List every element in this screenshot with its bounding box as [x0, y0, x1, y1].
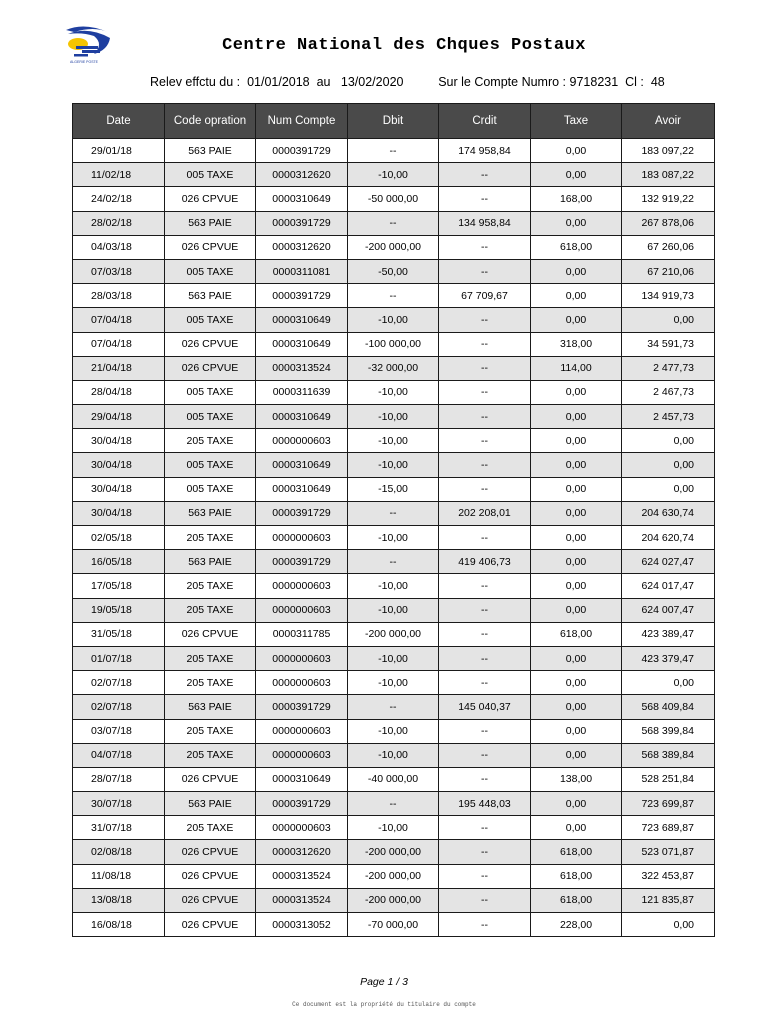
cell-debit: -15,00 — [348, 477, 439, 501]
cell-date: 19/05/18 — [73, 598, 165, 622]
cell-debit: -50 000,00 — [348, 187, 439, 211]
cell-debit: -- — [348, 792, 439, 816]
cell-date: 01/07/18 — [73, 646, 165, 670]
cell-credit: 174 958,84 — [439, 139, 531, 163]
table-row — [73, 380, 715, 404]
cell-debit: -200 000,00 — [348, 864, 439, 888]
cell-code: 563 PAIE — [165, 139, 256, 163]
cell-tax: 618,00 — [531, 888, 622, 912]
cell-date: 24/02/18 — [73, 187, 165, 211]
cell-tax: 0,00 — [531, 792, 622, 816]
cell-code: 205 TAXE — [165, 526, 256, 550]
table-row — [73, 743, 715, 767]
table-row — [73, 840, 715, 864]
cell-balance: 568 409,84 — [622, 695, 715, 719]
key-value: 48 — [650, 75, 665, 89]
cell-date: 16/08/18 — [73, 913, 165, 937]
cell-date: 13/08/18 — [73, 888, 165, 912]
cell-date: 30/04/18 — [73, 477, 165, 501]
cell-credit: -- — [439, 719, 531, 743]
cell-tax: 0,00 — [531, 550, 622, 574]
cell-tax: 0,00 — [531, 526, 622, 550]
cell-tax: 0,00 — [531, 139, 622, 163]
cell-tax: 618,00 — [531, 840, 622, 864]
cell-balance: 183 097,22 — [622, 139, 715, 163]
cell-debit: -- — [348, 211, 439, 235]
cell-balance: 568 399,84 — [622, 719, 715, 743]
cell-credit: -- — [439, 235, 531, 259]
cell-credit: -- — [439, 526, 531, 550]
cell-debit: -- — [348, 550, 439, 574]
col-header-code: Code opration — [165, 104, 256, 139]
cell-balance: 2 467,73 — [622, 380, 715, 404]
cell-tax: 168,00 — [531, 187, 622, 211]
cell-balance: 121 835,87 — [622, 888, 715, 912]
cell-credit: -- — [439, 646, 531, 670]
table-row — [73, 501, 715, 525]
cell-debit: -10,00 — [348, 308, 439, 332]
cell-date: 30/04/18 — [73, 501, 165, 525]
cell-credit: -- — [439, 356, 531, 380]
cell-account: 0000313524 — [256, 356, 348, 380]
cell-code: 005 TAXE — [165, 453, 256, 477]
cell-tax: 0,00 — [531, 308, 622, 332]
cell-date: 31/05/18 — [73, 622, 165, 646]
cell-balance: 0,00 — [622, 913, 715, 937]
table-row — [73, 526, 715, 550]
table-row — [73, 259, 715, 283]
cell-debit: -200 000,00 — [348, 840, 439, 864]
cell-debit: -40 000,00 — [348, 767, 439, 791]
cell-debit: -- — [348, 284, 439, 308]
table-row — [73, 550, 715, 574]
cell-balance: 624 007,47 — [622, 598, 715, 622]
table-row — [73, 139, 715, 163]
cell-tax: 0,00 — [531, 284, 622, 308]
cell-credit: -- — [439, 308, 531, 332]
cell-code: 205 TAXE — [165, 598, 256, 622]
cell-date: 07/04/18 — [73, 308, 165, 332]
cell-account: 0000310649 — [256, 767, 348, 791]
table-body — [73, 139, 715, 937]
cell-balance: 0,00 — [622, 453, 715, 477]
cell-date: 30/04/18 — [73, 429, 165, 453]
cell-tax: 0,00 — [531, 816, 622, 840]
page-number: Page 1 / 3 — [360, 976, 408, 988]
date-to: 13/02/2020 — [340, 75, 404, 89]
cell-code: 205 TAXE — [165, 719, 256, 743]
cell-code: 005 TAXE — [165, 308, 256, 332]
cell-debit: -10,00 — [348, 380, 439, 404]
document-title: Centre National des Chques Postaux — [222, 36, 586, 55]
cell-balance: 204 620,74 — [622, 526, 715, 550]
cell-code: 563 PAIE — [165, 792, 256, 816]
cell-credit: -- — [439, 259, 531, 283]
cell-code: 005 TAXE — [165, 477, 256, 501]
cell-account: 0000000603 — [256, 671, 348, 695]
cell-date: 04/07/18 — [73, 743, 165, 767]
cell-code: 026 CPVUE — [165, 913, 256, 937]
cell-debit: -32 000,00 — [348, 356, 439, 380]
date-from: 01/01/2018 — [247, 75, 310, 89]
cell-debit: -- — [348, 501, 439, 525]
cell-tax: 0,00 — [531, 598, 622, 622]
cell-credit: -- — [439, 767, 531, 791]
cell-debit: -10,00 — [348, 816, 439, 840]
cell-tax: 0,00 — [531, 671, 622, 695]
cell-code: 026 CPVUE — [165, 888, 256, 912]
cell-tax: 0,00 — [531, 380, 622, 404]
table-row — [73, 332, 715, 356]
cell-tax: 0,00 — [531, 429, 622, 453]
cell-code: 005 TAXE — [165, 380, 256, 404]
cell-code: 026 CPVUE — [165, 356, 256, 380]
col-header-balance: Avoir — [622, 104, 715, 139]
cell-account: 0000391729 — [256, 550, 348, 574]
cell-tax: 114,00 — [531, 356, 622, 380]
date-separator: au — [316, 75, 331, 89]
cell-account: 0000310649 — [256, 332, 348, 356]
table-row — [73, 477, 715, 501]
cell-code: 563 PAIE — [165, 284, 256, 308]
cell-credit: -- — [439, 574, 531, 598]
cell-code: 563 PAIE — [165, 695, 256, 719]
table-row — [73, 816, 715, 840]
cell-credit: -- — [439, 913, 531, 937]
cell-credit: -- — [439, 163, 531, 187]
cell-account: 0000391729 — [256, 695, 348, 719]
cell-date: 16/05/18 — [73, 550, 165, 574]
cell-date: 02/05/18 — [73, 526, 165, 550]
cell-balance: 204 630,74 — [622, 501, 715, 525]
cell-credit: -- — [439, 332, 531, 356]
cell-balance: 624 027,47 — [622, 550, 715, 574]
table-row — [73, 284, 715, 308]
cell-balance: 267 878,06 — [622, 211, 715, 235]
cell-credit: 202 208,01 — [439, 501, 531, 525]
cell-credit: -- — [439, 888, 531, 912]
cell-balance: 183 087,22 — [622, 163, 715, 187]
cell-date: 30/07/18 — [73, 792, 165, 816]
cell-account: 0000000603 — [256, 743, 348, 767]
cell-tax: 0,00 — [531, 501, 622, 525]
cell-credit: -- — [439, 743, 531, 767]
table-row — [73, 695, 715, 719]
cell-date: 02/07/18 — [73, 671, 165, 695]
cell-account: 0000391729 — [256, 501, 348, 525]
cell-code: 026 CPVUE — [165, 840, 256, 864]
cell-balance: 0,00 — [622, 429, 715, 453]
cell-debit: -10,00 — [348, 429, 439, 453]
cell-debit: -50,00 — [348, 259, 439, 283]
cell-account: 0000000603 — [256, 598, 348, 622]
table-row — [73, 211, 715, 235]
cell-tax: 0,00 — [531, 743, 622, 767]
table-row — [73, 767, 715, 791]
account-number: 9718231 — [569, 75, 619, 89]
cell-debit: -200 000,00 — [348, 622, 439, 646]
col-header-credit: Crdit — [439, 104, 531, 139]
cell-account: 0000310649 — [256, 308, 348, 332]
cell-account: 0000391729 — [256, 211, 348, 235]
cell-date: 28/07/18 — [73, 767, 165, 791]
cell-debit: -100 000,00 — [348, 332, 439, 356]
cell-account: 0000391729 — [256, 792, 348, 816]
cell-credit: -- — [439, 864, 531, 888]
cell-debit: -10,00 — [348, 671, 439, 695]
cell-credit: -- — [439, 429, 531, 453]
cell-code: 563 PAIE — [165, 550, 256, 574]
table-row — [73, 163, 715, 187]
cell-debit: -200 000,00 — [348, 888, 439, 912]
cell-balance: 2 457,73 — [622, 405, 715, 429]
cell-tax: 618,00 — [531, 622, 622, 646]
cell-credit: -- — [439, 671, 531, 695]
table-row — [73, 719, 715, 743]
cell-tax: 618,00 — [531, 864, 622, 888]
cell-debit: -10,00 — [348, 598, 439, 622]
cell-account: 0000000603 — [256, 646, 348, 670]
cell-debit: -10,00 — [348, 646, 439, 670]
table-row — [73, 671, 715, 695]
table-header-row — [73, 104, 715, 139]
cell-balance: 134 919,73 — [622, 284, 715, 308]
cell-code: 205 TAXE — [165, 574, 256, 598]
cell-account: 0000312620 — [256, 840, 348, 864]
cell-tax: 618,00 — [531, 235, 622, 259]
table-row — [73, 646, 715, 670]
cell-debit: -10,00 — [348, 526, 439, 550]
cell-code: 026 CPVUE — [165, 332, 256, 356]
cell-balance: 723 699,87 — [622, 792, 715, 816]
cell-code: 026 CPVUE — [165, 767, 256, 791]
cell-account: 0000310649 — [256, 187, 348, 211]
cell-account: 0000000603 — [256, 816, 348, 840]
cell-balance: 0,00 — [622, 477, 715, 501]
period-label: Relev effctu du : — [150, 75, 241, 89]
cell-account: 0000391729 — [256, 139, 348, 163]
cell-date: 07/03/18 — [73, 259, 165, 283]
cell-credit: -- — [439, 598, 531, 622]
account-label: Sur le Compte Numro : — [438, 75, 567, 89]
table-row — [73, 792, 715, 816]
cell-account: 0000311081 — [256, 259, 348, 283]
cell-credit: -- — [439, 453, 531, 477]
cell-credit: 67 709,67 — [439, 284, 531, 308]
cell-balance: 568 389,84 — [622, 743, 715, 767]
col-header-tax: Taxe — [531, 104, 622, 139]
cell-date: 28/02/18 — [73, 211, 165, 235]
cell-tax: 0,00 — [531, 477, 622, 501]
cell-debit: -10,00 — [348, 453, 439, 477]
cell-tax: 228,00 — [531, 913, 622, 937]
transactions-table — [72, 103, 715, 937]
cell-code: 005 TAXE — [165, 405, 256, 429]
cell-account: 0000000603 — [256, 429, 348, 453]
cell-code: 026 CPVUE — [165, 864, 256, 888]
cell-debit: -200 000,00 — [348, 235, 439, 259]
table-row — [73, 913, 715, 937]
cell-date: 11/08/18 — [73, 864, 165, 888]
table-row — [73, 888, 715, 912]
cell-tax: 0,00 — [531, 719, 622, 743]
cell-balance: 67 210,06 — [622, 259, 715, 283]
ownership-note: Ce document est la propriété du titulaire du compte — [292, 1001, 476, 1008]
cell-date: 07/04/18 — [73, 332, 165, 356]
table-row — [73, 235, 715, 259]
cell-code: 205 TAXE — [165, 671, 256, 695]
cell-code: 005 TAXE — [165, 163, 256, 187]
cell-date: 03/07/18 — [73, 719, 165, 743]
cell-balance: 0,00 — [622, 671, 715, 695]
cell-date: 17/05/18 — [73, 574, 165, 598]
cell-credit: -- — [439, 816, 531, 840]
cell-balance: 132 919,22 — [622, 187, 715, 211]
cell-debit: -- — [348, 139, 439, 163]
svg-text:ALGERIE POSTE: ALGERIE POSTE — [70, 60, 99, 64]
table-row — [73, 405, 715, 429]
cell-code: 205 TAXE — [165, 743, 256, 767]
cell-debit: -10,00 — [348, 405, 439, 429]
cell-credit: -- — [439, 477, 531, 501]
cell-credit: 195 448,03 — [439, 792, 531, 816]
cell-balance: 624 017,47 — [622, 574, 715, 598]
cell-credit: -- — [439, 187, 531, 211]
table-row — [73, 308, 715, 332]
cell-balance: 523 071,87 — [622, 840, 715, 864]
cell-account: 0000312620 — [256, 163, 348, 187]
cell-debit: -- — [348, 695, 439, 719]
key-label: Cl : — [625, 75, 644, 89]
col-header-debit: Dbit — [348, 104, 439, 139]
cell-tax: 0,00 — [531, 259, 622, 283]
cell-tax: 0,00 — [531, 695, 622, 719]
cell-balance: 423 379,47 — [622, 646, 715, 670]
cell-account: 0000311639 — [256, 380, 348, 404]
cell-code: 026 CPVUE — [165, 622, 256, 646]
cell-credit: -- — [439, 380, 531, 404]
cell-date: 31/07/18 — [73, 816, 165, 840]
cell-code: 205 TAXE — [165, 816, 256, 840]
cell-code: 205 TAXE — [165, 429, 256, 453]
cell-credit: -- — [439, 622, 531, 646]
cell-date: 11/02/18 — [73, 163, 165, 187]
cell-code: 005 TAXE — [165, 259, 256, 283]
cell-date: 04/03/18 — [73, 235, 165, 259]
cell-credit: -- — [439, 840, 531, 864]
cell-account: 0000313524 — [256, 864, 348, 888]
cell-account: 0000312620 — [256, 235, 348, 259]
table-row — [73, 864, 715, 888]
cell-account: 0000000603 — [256, 526, 348, 550]
cell-account: 0000000603 — [256, 719, 348, 743]
cell-debit: -70 000,00 — [348, 913, 439, 937]
cell-debit: -10,00 — [348, 719, 439, 743]
table-row — [73, 356, 715, 380]
cell-account: 0000310649 — [256, 477, 348, 501]
cell-credit: 145 040,37 — [439, 695, 531, 719]
col-header-date: Date — [73, 104, 165, 139]
cell-code: 563 PAIE — [165, 501, 256, 525]
cell-account: 0000310649 — [256, 405, 348, 429]
cell-balance: 34 591,73 — [622, 332, 715, 356]
cell-debit: -10,00 — [348, 743, 439, 767]
table-row — [73, 187, 715, 211]
col-header-account: Num Compte — [256, 104, 348, 139]
cell-code: 563 PAIE — [165, 211, 256, 235]
cell-account: 0000310649 — [256, 453, 348, 477]
cell-tax: 0,00 — [531, 574, 622, 598]
cell-tax: 0,00 — [531, 405, 622, 429]
cell-balance: 528 251,84 — [622, 767, 715, 791]
cell-date: 21/04/18 — [73, 356, 165, 380]
cell-date: 28/04/18 — [73, 380, 165, 404]
cell-code: 026 CPVUE — [165, 187, 256, 211]
table-row — [73, 598, 715, 622]
cell-credit: -- — [439, 405, 531, 429]
cell-balance: 723 689,87 — [622, 816, 715, 840]
cell-date: 02/07/18 — [73, 695, 165, 719]
table-row — [73, 622, 715, 646]
cell-account: 0000000603 — [256, 574, 348, 598]
cell-account: 0000313052 — [256, 913, 348, 937]
cell-date: 02/08/18 — [73, 840, 165, 864]
cell-balance: 2 477,73 — [622, 356, 715, 380]
cell-account: 0000311785 — [256, 622, 348, 646]
table-row — [73, 453, 715, 477]
table-row — [73, 429, 715, 453]
cell-tax: 318,00 — [531, 332, 622, 356]
cell-tax: 0,00 — [531, 646, 622, 670]
statement-period — [150, 75, 665, 89]
cell-account: 0000313524 — [256, 888, 348, 912]
cell-tax: 138,00 — [531, 767, 622, 791]
cell-balance: 322 453,87 — [622, 864, 715, 888]
cell-tax: 0,00 — [531, 163, 622, 187]
cell-code: 026 CPVUE — [165, 235, 256, 259]
cell-code: 205 TAXE — [165, 646, 256, 670]
cell-balance: 67 260,06 — [622, 235, 715, 259]
cell-credit: 419 406,73 — [439, 550, 531, 574]
cell-date: 29/04/18 — [73, 405, 165, 429]
cell-debit: -10,00 — [348, 163, 439, 187]
cell-tax: 0,00 — [531, 453, 622, 477]
cell-date: 30/04/18 — [73, 453, 165, 477]
table-row — [73, 574, 715, 598]
cell-debit: -10,00 — [348, 574, 439, 598]
cell-date: 29/01/18 — [73, 139, 165, 163]
cell-tax: 0,00 — [531, 211, 622, 235]
cell-credit: 134 958,84 — [439, 211, 531, 235]
cell-balance: 423 389,47 — [622, 622, 715, 646]
cell-account: 0000391729 — [256, 284, 348, 308]
cell-date: 28/03/18 — [73, 284, 165, 308]
cell-balance: 0,00 — [622, 308, 715, 332]
